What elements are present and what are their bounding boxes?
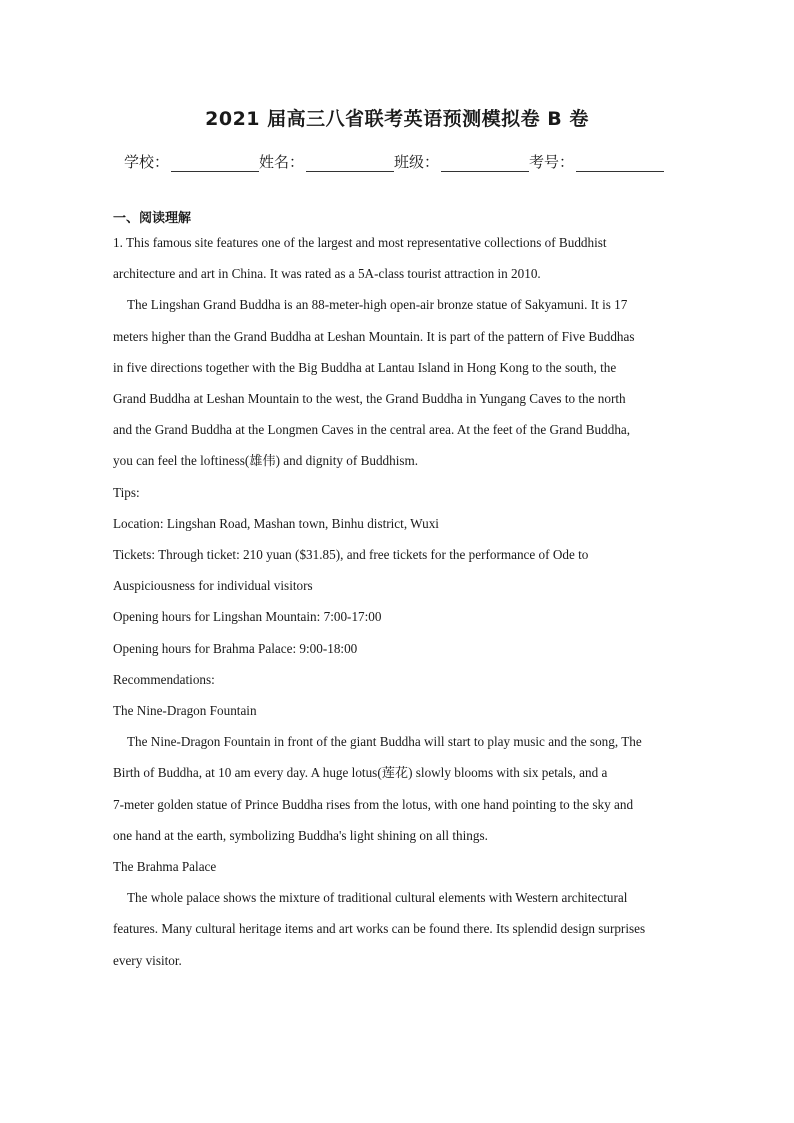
passage-line: and the Grand Buddha at the Longmen Caves in the central area. At the feet of the Grand Buddha,	[113, 422, 631, 438]
exam-number-label: 考号：	[529, 153, 575, 171]
name-label: 姓名：	[259, 153, 305, 171]
passage	[113, 227, 685, 976]
class-blank[interactable]	[441, 155, 529, 172]
exam-number-field	[529, 151, 664, 172]
opening-hours-mountain: Opening hours for Lingshan Mountain: 7:00-17:00	[113, 609, 382, 625]
section-heading: 一、阅读理解	[113, 211, 192, 226]
passage-line: The Lingshan Grand Buddha is an 88-meter-high open-air bronze statue of Sakyamuni. It is 17	[127, 297, 628, 313]
class-label: 班级：	[394, 153, 440, 171]
passage-line: 1. This famous site features one of the largest and most representative collections of Buddhist	[113, 235, 607, 250]
opening-hours-palace: Opening hours for Brahma Palace: 9:00-18:00	[113, 640, 358, 656]
tickets-line-cont: Auspiciousness for individual visitors	[113, 578, 313, 594]
passage-line: every visitor.	[113, 952, 182, 968]
page-title: 2021 届高三八省联考英语预测模拟卷 B 卷	[205, 108, 589, 130]
passage-line: in five directions together with the Big Buddha at Lantau Island in Hong Kong to the south, the	[113, 359, 617, 375]
class-field	[394, 151, 529, 172]
palace-heading: The Brahma Palace	[113, 859, 217, 875]
passage-line: Birth of Buddha, at 10 am every day. A huge lotus(莲花) slowly blooms with six petals, and a	[113, 765, 608, 781]
passage-line: one hand at the earth, symbolizing Buddha's light shining on all things.	[113, 827, 488, 843]
passage-line: you can feel the loftiness(雄伟) and dignity of Buddhism.	[113, 453, 419, 469]
passage-line: meters higher than the Grand Buddha at Leshan Mountain. It is part of the pattern of Five Buddhas	[113, 328, 635, 344]
name-blank[interactable]	[306, 155, 394, 172]
passage-line: 7-meter golden statue of Prince Buddha rises from the lotus, with one hand pointing to the sky and	[113, 796, 634, 812]
passage-line: The whole palace shows the mixture of traditional cultural elements with Western architectural	[127, 890, 628, 906]
school-label: 学校：	[124, 153, 170, 171]
passage-line: features. Many cultural heritage items and art works can be found there. Its splendid design surprises	[113, 921, 646, 937]
recommendations-heading: Recommendations:	[113, 671, 215, 687]
tickets-line: Tickets: Through ticket: 210 yuan ($31.85), and free tickets for the performance of Ode to	[113, 547, 589, 563]
exam-number-blank[interactable]	[576, 155, 664, 172]
passage-line: Grand Buddha at Leshan Mountain to the west, the Grand Buddha in Yungang Caves to the north	[113, 391, 626, 407]
fountain-heading: The Nine-Dragon Fountain	[113, 703, 257, 719]
school-field	[124, 151, 259, 172]
tips-heading: Tips:	[113, 484, 140, 500]
student-info-row	[124, 151, 684, 172]
location-line: Location: Lingshan Road, Mashan town, Binhu district, Wuxi	[113, 515, 439, 531]
school-blank[interactable]	[171, 155, 259, 172]
passage-line: architecture and art in China. It was rated as a 5A-class tourist attraction in 2010.	[113, 266, 541, 282]
passage-line: The Nine-Dragon Fountain in front of the giant Buddha will start to play music and the song, The	[127, 734, 642, 750]
name-field	[259, 151, 394, 172]
